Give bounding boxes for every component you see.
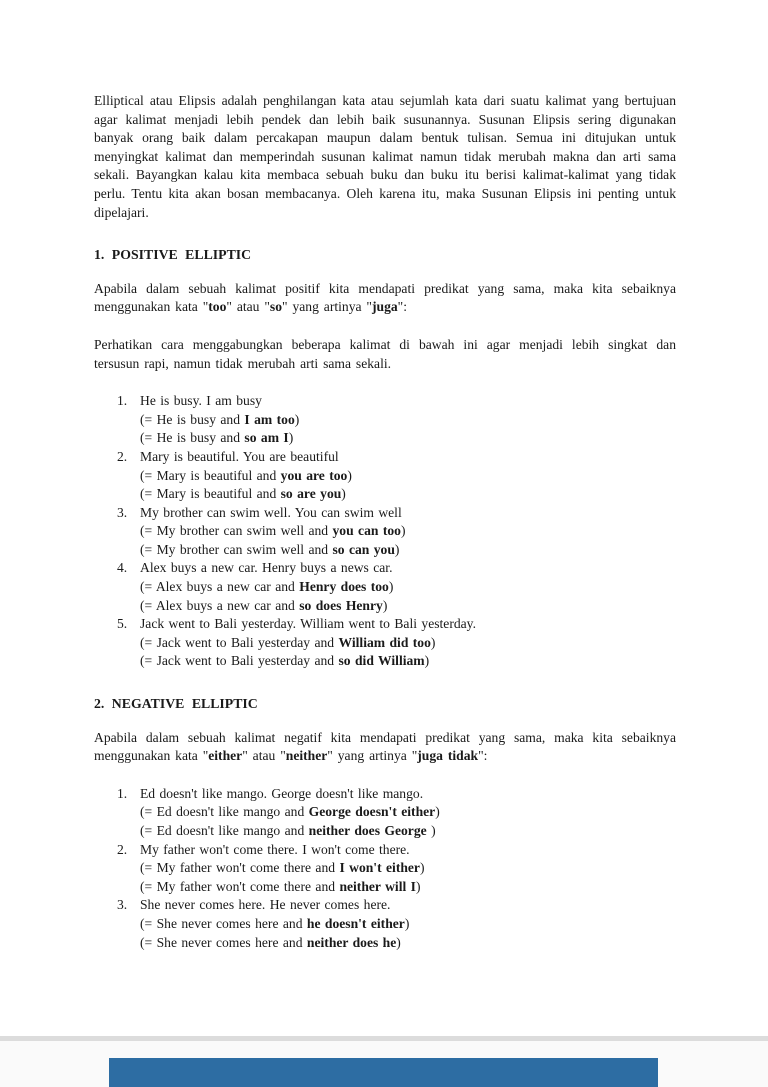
text-run: Alex buys a new car. Henry buys a news car. (140, 560, 393, 576)
list-item-lines (140, 896, 676, 952)
text-run: Apabila dalam sebuah kalimat positif kita mendapati predikat yang sama, maka kita sebaiknya menggunakan kata " (94, 280, 676, 315)
list-item (117, 559, 676, 615)
text-run: you are too (280, 467, 348, 483)
text-run: ) (347, 467, 352, 483)
text-run: (= My father won't come there and (140, 878, 340, 894)
text-run: ) (396, 934, 401, 950)
text-run: Perhatikan cara menggabungkan beberapa kalimat di bawah ini agar menjadi lebih singkat dan tersusun rapi, namun tidak merubah arti sama sekali. (94, 336, 676, 371)
text-run: (= He is busy and (140, 430, 245, 446)
text-run: (= My brother can swim well and (140, 523, 333, 539)
text-run: ": (397, 299, 407, 315)
list-line (140, 859, 676, 878)
text-run: Ed doesn't like mango. George doesn't like mango. (140, 785, 424, 801)
list-line (140, 634, 676, 653)
text-run: either (208, 748, 243, 764)
text-run: juga tidak (417, 748, 479, 764)
numbered-list (94, 785, 676, 952)
paragraph (94, 280, 676, 317)
text-run: ) (388, 579, 394, 595)
text-run: (= Jack went to Bali yesterday and (140, 634, 339, 650)
text-run: ) (435, 804, 440, 820)
list-line (140, 785, 676, 804)
list-item-lines (140, 504, 676, 560)
paragraph (94, 729, 676, 766)
list-line (140, 392, 676, 411)
text-run: (= Alex buys a new car and (140, 597, 300, 613)
section-heading: 2. NEGATIVE ELLIPTIC (94, 696, 258, 712)
text-run: (= He is busy and (140, 411, 245, 427)
list-item (117, 392, 676, 448)
list-line (140, 504, 676, 523)
list-item (117, 841, 676, 897)
text-run: She never comes here. He never comes here. (140, 897, 391, 913)
text-run: so does Henry (299, 597, 383, 613)
text-run: Jack went to Bali yesterday. William went to Bali yesterday. (140, 616, 476, 632)
list-item (117, 615, 676, 671)
list-number: 2. (117, 448, 128, 464)
text-run: (= My brother can swim well and (140, 541, 333, 557)
list-number: 2. (117, 841, 128, 857)
list-line (140, 467, 676, 486)
list-number: 4. (117, 560, 128, 576)
list-line (140, 559, 676, 578)
list-line (140, 597, 676, 616)
list-item-lines (140, 448, 676, 504)
text-run: Apabila dalam sebuah kalimat negatif kita mendapati predikat yang sama, maka kita sebaiknya menggunakan kata " (94, 729, 676, 764)
text-run: you can too (332, 523, 401, 539)
text-run: My father won't come there. I won't come there. (140, 841, 410, 857)
text-run: Elliptical atau Elipsis adalah penghilangan kata atau sejumlah kata dari suatu kalimat yang bertujuan agar kalimat menjadi lebih pendek dan lebih baik susunannya. Susunan Elipsis sering digunakan banyak orang baik dalam percakapan maupun dalam bentuk tulisan. Semua ini ditujukan untuk menyingkat kalimat dan memperindah susunan kalimat namun tidak merubah makna dan arti sama sekali. Bayangkan kalau kita membaca sebuah buku dan buku itu berisi kalimat-kalimat yang tidak perlu. Tentu kita akan bosan membacanya. Oleh karena itu, maka Susunan Elipsis ini penting untuk dipelajari. (94, 93, 676, 220)
list-item (117, 896, 676, 952)
text-run: George doesn't either (308, 804, 436, 820)
text-run: (= She never comes here and (140, 934, 307, 950)
text-run: Mary is beautiful. You are beautiful (140, 448, 339, 464)
text-run: ) (288, 430, 294, 446)
text-run: Henry does too (299, 579, 389, 595)
section-heading: 1. POSITIVE ELLIPTIC (94, 247, 252, 263)
text-run: (= Alex buys a new car and (140, 579, 300, 595)
text-run: ) (415, 878, 421, 894)
text-run: neither (285, 748, 328, 764)
list-item (117, 504, 676, 560)
list-item-lines (140, 559, 676, 615)
list-line (140, 896, 676, 915)
list-line (140, 841, 676, 860)
list-item (117, 785, 676, 841)
text-run: " yang artinya " (327, 748, 418, 764)
text-run: ) (400, 523, 406, 539)
list-item-lines (140, 615, 676, 671)
list-line (140, 803, 676, 822)
text-run: neither does he (306, 934, 397, 950)
text-run: (= Ed doesn't like mango and (140, 804, 309, 820)
list-item-lines (140, 785, 676, 841)
list-number: 3. (117, 897, 128, 913)
list-number: 1. (117, 393, 128, 409)
text-run: so (269, 299, 283, 315)
text-run: ) (294, 411, 300, 427)
list-number: 1. (117, 785, 128, 801)
list-line (140, 429, 676, 448)
list-line (140, 411, 676, 430)
text-run: too (208, 299, 227, 315)
list-line (140, 485, 676, 504)
list-line (140, 822, 676, 841)
list-number: 3. (117, 504, 128, 520)
text-run: ) (431, 823, 436, 838)
text-run: ) (430, 634, 436, 650)
paragraph (94, 336, 676, 373)
text-run: ) (341, 486, 346, 502)
list-line (140, 541, 676, 560)
text-run: My brother can swim well. You can swim well (140, 504, 402, 520)
numbered-list (94, 392, 676, 671)
list-line (140, 878, 676, 897)
list-line (140, 652, 676, 671)
list-line (140, 448, 676, 467)
text-run: (= Ed doesn't like mango and (140, 823, 309, 838)
text-run: so am I (244, 430, 289, 446)
text-run: neither will I (339, 878, 416, 894)
text-run: (= Mary is beautiful and (140, 486, 281, 502)
text-run: I am too (244, 411, 295, 427)
text-run: ": (478, 748, 488, 764)
list-line (140, 578, 676, 597)
text-run: he doesn't either (306, 915, 405, 931)
text-run: He is busy. I am busy (140, 393, 262, 409)
text-run: (= She never comes here and (140, 915, 307, 931)
list-line (140, 615, 676, 634)
next-page-preview (109, 1058, 658, 1087)
text-run: ) (404, 915, 410, 931)
text-run: ) (394, 541, 400, 557)
text-run: " atau " (226, 299, 270, 315)
text-run: so can you (332, 541, 395, 557)
list-line (140, 934, 676, 953)
text-run: (= Jack went to Bali yesterday and (140, 653, 339, 669)
list-line (140, 522, 676, 541)
list-number: 5. (117, 616, 128, 632)
text-run: juga (371, 299, 398, 315)
text-run: (= My father won't come there and (140, 860, 340, 876)
text-run: ) (382, 597, 388, 613)
text-run: " yang artinya " (282, 299, 372, 315)
list-item-lines (140, 841, 676, 897)
list-item-lines (140, 392, 676, 448)
text-run: (= Mary is beautiful and (140, 467, 281, 483)
text-run: ) (424, 653, 430, 669)
text-run: " atau " (242, 748, 286, 764)
text-run: neither does George (308, 823, 432, 838)
list-line (140, 915, 676, 934)
text-run: ) (419, 860, 425, 876)
list-item (117, 448, 676, 504)
text-run: William did too (338, 634, 431, 650)
paragraph (94, 92, 676, 222)
text-run: so are you (280, 486, 342, 502)
text-run: so did William (338, 653, 425, 669)
text-run: I won't either (339, 860, 420, 876)
